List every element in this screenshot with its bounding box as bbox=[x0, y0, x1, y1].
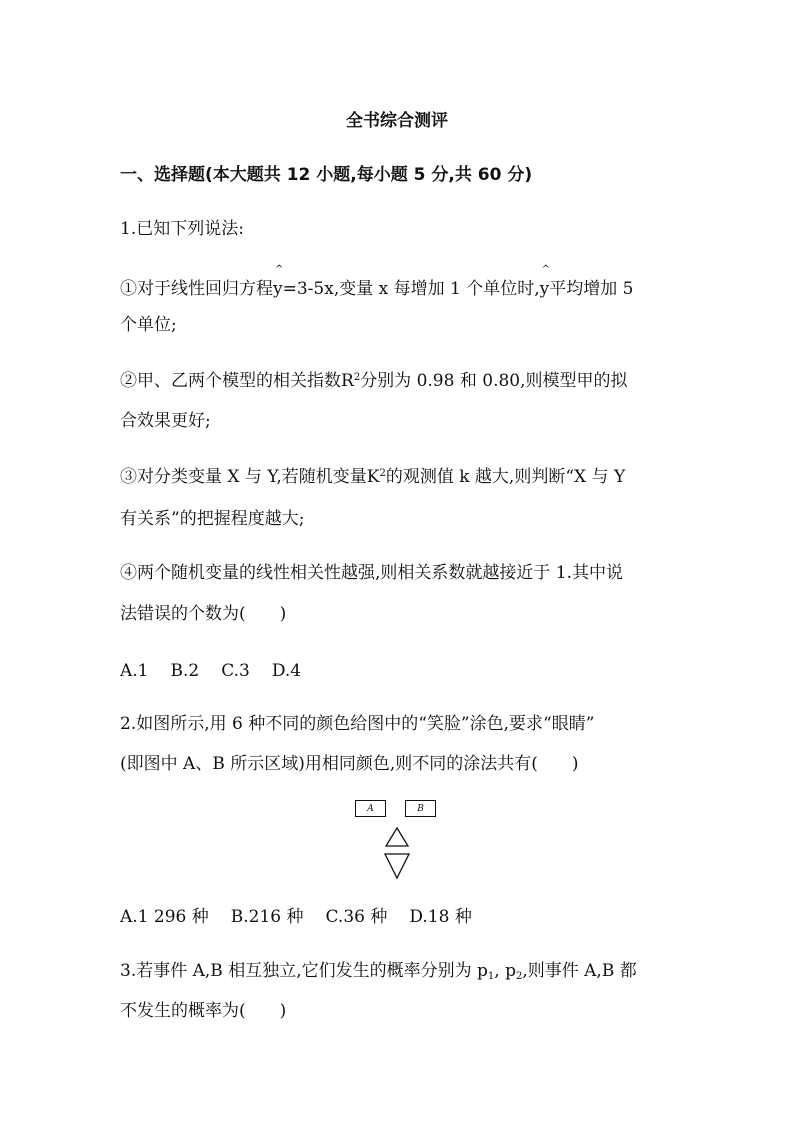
exponent: 2 bbox=[353, 372, 361, 383]
eye-region-b: B bbox=[405, 800, 436, 817]
subscript-2: 2 bbox=[515, 971, 523, 982]
q1-s3-text-a: ③对分类变量 X 与 Y,若随机变量K bbox=[120, 467, 380, 487]
q2-stem-line-1: 2.如图所示,用 6 种不同的颜色给图中的“笑脸”涂色,要求“眼睛” bbox=[120, 714, 595, 734]
q3-text-a: 3.若事件 A,B 相互独立,它们发生的概率分别为 p bbox=[120, 961, 488, 981]
q3-stem-line-1 bbox=[120, 960, 680, 982]
q1-choices bbox=[120, 660, 680, 682]
q1-s2-text-a: ②甲、乙两个模型的相关指数R bbox=[120, 371, 354, 391]
section-heading: 一、选择题(本大题共 12 小题,每小题 5 分,共 60 分) bbox=[120, 165, 533, 185]
q1-s1-text-c: 平均增加 5 bbox=[549, 279, 634, 299]
q1-s2-text-b: 分别为 0.98 和 0.80,则模型甲的拟 bbox=[360, 371, 628, 391]
q3-comma: , p bbox=[494, 961, 516, 981]
smiley-figure bbox=[355, 800, 439, 882]
q1-s1-text-a: ①对于线性回归方程 bbox=[120, 279, 273, 299]
q1-statement-2 bbox=[120, 370, 680, 392]
q1-s4-continued: 法错误的个数为( ) bbox=[120, 604, 287, 624]
choice-a: A.1 296 种 bbox=[120, 907, 209, 927]
q1-s1-text-b: =3-5x,变量 x 每增加 1 个单位时, bbox=[282, 279, 540, 299]
q1-statement-3 bbox=[120, 466, 680, 488]
mouth-triangle bbox=[383, 852, 411, 880]
q3-text-b: ,则事件 A,B 都 bbox=[522, 961, 637, 981]
eye-region-a: A bbox=[355, 800, 386, 817]
page-title: 全书综合测评 bbox=[346, 111, 448, 131]
q1-s3-continued: 有关系”的把握程度越大; bbox=[120, 509, 305, 529]
choice-c: C.3 bbox=[221, 661, 250, 681]
q1-stem: 1.已知下列说法: bbox=[120, 219, 244, 239]
q1-statement-4: ④两个随机变量的线性相关性越强,则相关系数就越接近于 1.其中说 bbox=[120, 563, 624, 583]
q1-s2-continued: 合效果更好; bbox=[120, 411, 211, 431]
q1-statement-1 bbox=[120, 278, 680, 300]
q1-s1-continued: 个单位; bbox=[120, 315, 177, 335]
q3-stem-line-2: 不发生的概率为( ) bbox=[120, 1001, 287, 1021]
q1-s3-text-b: 的观测值 k 越大,则判断“X 与 Y bbox=[385, 467, 626, 487]
choice-d: D.4 bbox=[271, 661, 302, 681]
y-hat-2: ^ y bbox=[540, 278, 550, 300]
q2-stem-line-2: (即图中 A、B 所示区域)用相同颜色,则不同的涂法共有( ) bbox=[120, 754, 579, 774]
q2-choices bbox=[120, 906, 680, 928]
subscript-1: 1 bbox=[487, 971, 495, 982]
nose-triangle bbox=[383, 826, 411, 848]
choice-b: B.216 种 bbox=[230, 907, 304, 927]
choice-c: C.36 种 bbox=[325, 907, 388, 927]
exponent: 2 bbox=[379, 468, 386, 479]
choice-a: A.1 bbox=[120, 661, 149, 681]
choice-b: B.2 bbox=[170, 661, 200, 681]
y-hat-1: ^ y bbox=[273, 278, 283, 300]
choice-d: D.18 种 bbox=[409, 907, 472, 927]
